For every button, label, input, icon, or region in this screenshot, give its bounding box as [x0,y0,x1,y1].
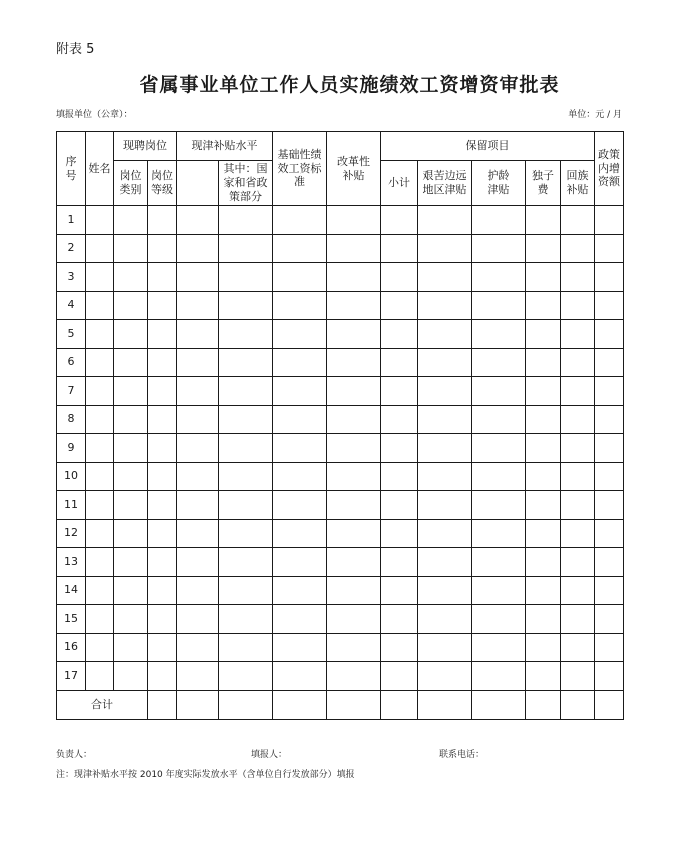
table-cell[interactable] [273,434,327,463]
total-cell[interactable] [381,690,418,719]
table-cell[interactable] [86,291,114,320]
table-cell[interactable] [273,291,327,320]
table-cell[interactable] [114,348,148,377]
table-cell[interactable] [561,206,595,235]
table-cell[interactable] [595,605,624,634]
table-cell[interactable] [526,491,561,520]
table-cell[interactable] [177,491,219,520]
table-cell[interactable] [381,491,418,520]
table-cell[interactable] [177,348,219,377]
table-cell[interactable] [595,377,624,406]
table-cell[interactable] [273,576,327,605]
table-cell[interactable] [177,434,219,463]
table-cell[interactable] [595,633,624,662]
table-cell[interactable] [327,377,381,406]
table-cell[interactable] [472,662,526,691]
header-policy-increase: 政策内增资额 [595,132,624,206]
table-cell[interactable] [114,291,148,320]
table-cell[interactable] [526,206,561,235]
table-cell[interactable] [177,576,219,605]
table-cell[interactable] [327,605,381,634]
table-row [57,348,624,377]
table-row [57,605,624,634]
table-cell[interactable] [148,462,177,491]
table-cell[interactable] [114,434,148,463]
table-cell[interactable] [381,405,418,434]
table-cell[interactable] [381,434,418,463]
table-cell[interactable] [148,348,177,377]
table-cell[interactable] [595,206,624,235]
table-cell[interactable] [86,605,114,634]
header-retained-items: 保留项目 [381,132,595,161]
table-cell[interactable] [418,320,472,349]
table-cell[interactable] [148,605,177,634]
header-post-grade: 岗位等级 [148,161,177,206]
table-cell[interactable] [86,206,114,235]
table-cell[interactable] [327,548,381,577]
table-cell[interactable] [177,206,219,235]
table-cell[interactable] [418,206,472,235]
table-row [57,491,624,520]
table-cell[interactable] [418,234,472,263]
total-cell[interactable] [273,690,327,719]
table-row [57,206,624,235]
row-number: 15 [57,605,86,634]
row-number: 14 [57,576,86,605]
table-row [57,405,624,434]
table-cell[interactable] [148,263,177,292]
table-cell[interactable] [219,491,273,520]
table-cell[interactable] [472,633,526,662]
header-current-post: 现聘岗位 [114,132,177,161]
table-row [57,633,624,662]
table-cell[interactable] [273,519,327,548]
table-cell[interactable] [219,348,273,377]
table-cell[interactable] [327,206,381,235]
table-cell[interactable] [273,206,327,235]
table-cell[interactable] [148,662,177,691]
table-cell[interactable] [86,462,114,491]
table-cell[interactable] [273,377,327,406]
table-cell[interactable] [381,320,418,349]
table-cell[interactable] [148,491,177,520]
table-cell[interactable] [418,462,472,491]
table-cell[interactable] [561,633,595,662]
table-cell[interactable] [177,662,219,691]
table-cell[interactable] [219,405,273,434]
table-cell[interactable] [472,434,526,463]
table-cell[interactable] [381,348,418,377]
table-cell[interactable] [86,434,114,463]
table-cell[interactable] [472,519,526,548]
header-current-allowance-level: 现津补贴水平 [177,132,273,161]
table-cell[interactable] [561,320,595,349]
row-number: 3 [57,263,86,292]
table-cell[interactable] [114,491,148,520]
table-cell[interactable] [472,291,526,320]
table-row [57,263,624,292]
table-cell[interactable] [148,206,177,235]
table-cell[interactable] [86,491,114,520]
row-number: 4 [57,291,86,320]
table-cell[interactable] [595,348,624,377]
table-cell[interactable] [561,491,595,520]
table-cell[interactable] [381,462,418,491]
table-cell[interactable] [219,377,273,406]
table-cell[interactable] [177,605,219,634]
table-cell[interactable] [381,633,418,662]
responsible-label: 负责人： [56,750,93,760]
table-cell[interactable] [114,263,148,292]
table-cell[interactable] [219,291,273,320]
table-row [57,291,624,320]
table-cell[interactable] [327,320,381,349]
table-cell[interactable] [595,320,624,349]
table-row [57,377,624,406]
table-cell[interactable] [595,434,624,463]
table-cell[interactable] [114,519,148,548]
table-cell[interactable] [418,405,472,434]
header-allowance-of-which: 其中：国家和省政策部分 [219,161,273,206]
table-cell[interactable] [526,519,561,548]
header-nursing-seniority-allowance: 护龄津贴 [472,161,526,206]
table-cell[interactable] [114,320,148,349]
table-cell[interactable] [273,605,327,634]
table-cell[interactable] [114,605,148,634]
table-cell[interactable] [561,291,595,320]
table-cell[interactable] [273,405,327,434]
table-cell[interactable] [472,605,526,634]
table-cell[interactable] [595,263,624,292]
table-row [57,234,624,263]
table-cell[interactable] [273,548,327,577]
table-cell[interactable] [86,633,114,662]
table-row [57,320,624,349]
table-cell[interactable] [219,462,273,491]
table-cell[interactable] [327,263,381,292]
table-cell[interactable] [273,662,327,691]
table-cell[interactable] [86,576,114,605]
table-cell[interactable] [327,576,381,605]
table-cell[interactable] [219,519,273,548]
table-cell[interactable] [561,462,595,491]
table-cell[interactable] [177,405,219,434]
table-cell[interactable] [561,662,595,691]
table-cell[interactable] [114,548,148,577]
table-cell[interactable] [472,576,526,605]
table-cell[interactable] [561,548,595,577]
table-cell[interactable] [177,377,219,406]
header-ethnic-allowance: 回族补贴 [561,161,595,206]
table-row [57,519,624,548]
table-cell[interactable] [526,377,561,406]
table-cell[interactable] [114,234,148,263]
fill-unit-label: 填报单位（公章）： [56,110,133,120]
table-cell[interactable] [526,348,561,377]
table-cell[interactable] [148,291,177,320]
row-number: 9 [57,434,86,463]
table-cell[interactable] [219,576,273,605]
table-cell[interactable] [526,548,561,577]
header-reform-allowance: 改革性补贴 [327,132,381,206]
header-allowance-blank [177,161,219,206]
table-cell[interactable] [418,377,472,406]
total-row [57,690,624,719]
table-cell[interactable] [327,491,381,520]
table-row [57,576,624,605]
table-cell[interactable] [381,548,418,577]
row-number: 5 [57,320,86,349]
table-cell[interactable] [86,662,114,691]
table-cell[interactable] [595,291,624,320]
table-cell[interactable] [86,263,114,292]
table-cell[interactable] [526,234,561,263]
phone-label: 联系电话： [439,750,485,760]
table-cell[interactable] [177,320,219,349]
table-cell[interactable] [148,320,177,349]
table-cell[interactable] [381,605,418,634]
table-cell[interactable] [418,548,472,577]
table-cell[interactable] [472,348,526,377]
table-cell[interactable] [148,405,177,434]
table-cell[interactable] [219,206,273,235]
table-cell[interactable] [526,291,561,320]
table-row [57,662,624,691]
table-cell[interactable] [472,263,526,292]
approval-table [56,131,624,720]
table-cell[interactable] [148,519,177,548]
total-label: 合计 [57,690,148,719]
header-name: 姓名 [86,132,114,206]
total-cell[interactable] [219,690,273,719]
table-cell[interactable] [114,206,148,235]
header-seq: 序号 [57,132,86,206]
footnote: 注：现津补贴水平按 2010 年度实际发放水平（含单位自行发放部分）填报 [56,770,355,780]
table-cell[interactable] [148,548,177,577]
row-number: 16 [57,633,86,662]
table-cell[interactable] [114,576,148,605]
table-cell[interactable] [418,633,472,662]
table-cell[interactable] [561,263,595,292]
table-cell[interactable] [381,291,418,320]
table-cell[interactable] [418,576,472,605]
table-cell[interactable] [526,320,561,349]
table-cell[interactable] [418,662,472,691]
table-cell[interactable] [148,576,177,605]
table-cell[interactable] [472,405,526,434]
table-cell[interactable] [418,519,472,548]
header-base-performance-standard: 基础性绩效工资标准 [273,132,327,206]
table-cell[interactable] [177,548,219,577]
table-cell[interactable] [595,462,624,491]
table-cell[interactable] [273,234,327,263]
table-cell[interactable] [177,291,219,320]
table-cell[interactable] [561,405,595,434]
table-cell[interactable] [327,462,381,491]
table-cell[interactable] [177,462,219,491]
table-cell[interactable] [219,662,273,691]
table-cell[interactable] [418,348,472,377]
page-title: 省属事业单位工作人员实施绩效工资增资审批表 [139,74,560,96]
table-cell[interactable] [526,405,561,434]
table-cell[interactable] [86,405,114,434]
table-cell[interactable] [219,548,273,577]
total-cell[interactable] [472,690,526,719]
total-cell[interactable] [595,690,624,719]
table-cell[interactable] [526,434,561,463]
table-cell[interactable] [86,320,114,349]
total-cell[interactable] [148,690,177,719]
table-cell[interactable] [177,263,219,292]
table-cell[interactable] [273,491,327,520]
table-cell[interactable] [177,519,219,548]
table-cell[interactable] [561,377,595,406]
filler-label: 填报人： [251,750,288,760]
table-cell[interactable] [327,662,381,691]
table-cell[interactable] [526,633,561,662]
table-cell[interactable] [595,662,624,691]
table-cell[interactable] [418,605,472,634]
table-cell[interactable] [595,519,624,548]
total-cell[interactable] [327,690,381,719]
row-number: 17 [57,662,86,691]
table-cell[interactable] [273,633,327,662]
header-post-category: 岗位类别 [114,161,148,206]
row-number: 7 [57,377,86,406]
total-cell[interactable] [561,690,595,719]
table-cell[interactable] [114,462,148,491]
currency-unit-label: 单位：元 / 月 [568,110,622,120]
table-cell[interactable] [418,291,472,320]
table-cell[interactable] [595,576,624,605]
table-cell[interactable] [114,633,148,662]
table-cell[interactable] [177,234,219,263]
row-number: 12 [57,519,86,548]
table-cell[interactable] [472,234,526,263]
row-number: 2 [57,234,86,263]
row-number: 10 [57,462,86,491]
table-cell[interactable] [561,605,595,634]
table-cell[interactable] [114,662,148,691]
table-cell[interactable] [86,234,114,263]
table-cell[interactable] [148,234,177,263]
table-cell[interactable] [327,633,381,662]
table-cell[interactable] [219,234,273,263]
table-cell[interactable] [472,377,526,406]
table-cell[interactable] [418,263,472,292]
table-row [57,462,624,491]
table-cell[interactable] [273,462,327,491]
table-cell[interactable] [327,348,381,377]
table-cell[interactable] [472,491,526,520]
table-cell[interactable] [86,377,114,406]
table-cell[interactable] [472,320,526,349]
table-cell[interactable] [273,348,327,377]
table-cell[interactable] [595,405,624,434]
table-cell[interactable] [86,519,114,548]
table-cell[interactable] [418,434,472,463]
table-cell[interactable] [472,206,526,235]
table-row [57,434,624,463]
table-cell[interactable] [219,320,273,349]
table-cell[interactable] [148,633,177,662]
row-number: 11 [57,491,86,520]
table-cell[interactable] [526,462,561,491]
total-cell[interactable] [418,690,472,719]
table-cell[interactable] [561,234,595,263]
header-only-child-fee: 独子费 [526,161,561,206]
table-cell[interactable] [381,234,418,263]
table-cell[interactable] [327,434,381,463]
table-cell[interactable] [327,291,381,320]
table-cell[interactable] [148,377,177,406]
row-number: 1 [57,206,86,235]
table-cell[interactable] [381,662,418,691]
table-cell[interactable] [381,377,418,406]
table-cell[interactable] [561,348,595,377]
row-number: 8 [57,405,86,434]
table-cell[interactable] [595,491,624,520]
table-cell[interactable] [86,548,114,577]
row-number: 6 [57,348,86,377]
header-subtotal: 小计 [381,161,418,206]
table-cell[interactable] [273,263,327,292]
table-cell[interactable] [418,491,472,520]
row-number: 13 [57,548,86,577]
table-cell[interactable] [219,263,273,292]
table-cell[interactable] [381,519,418,548]
table-cell[interactable] [595,234,624,263]
table-cell[interactable] [381,576,418,605]
table-cell[interactable] [219,434,273,463]
total-cell[interactable] [177,690,219,719]
table-cell[interactable] [273,320,327,349]
total-cell[interactable] [526,690,561,719]
table-cell[interactable] [219,633,273,662]
table-cell[interactable] [526,662,561,691]
header-remote-area-allowance: 艰苦边远地区津贴 [418,161,472,206]
table-cell[interactable] [472,462,526,491]
table-cell[interactable] [561,434,595,463]
table-cell[interactable] [595,548,624,577]
attachment-label: 附表 5 [56,42,95,57]
table-cell[interactable] [114,405,148,434]
table-cell[interactable] [114,377,148,406]
table-cell[interactable] [526,263,561,292]
table-cell[interactable] [472,548,526,577]
table-cell[interactable] [327,405,381,434]
table-cell[interactable] [381,206,418,235]
table-cell[interactable] [86,348,114,377]
table-cell[interactable] [219,605,273,634]
table-cell[interactable] [148,434,177,463]
table-cell[interactable] [526,576,561,605]
table-cell[interactable] [381,263,418,292]
table-cell[interactable] [327,519,381,548]
table-cell[interactable] [561,576,595,605]
table-cell[interactable] [561,519,595,548]
table-row [57,548,624,577]
table-cell[interactable] [526,605,561,634]
table-cell[interactable] [177,633,219,662]
table-cell[interactable] [327,234,381,263]
